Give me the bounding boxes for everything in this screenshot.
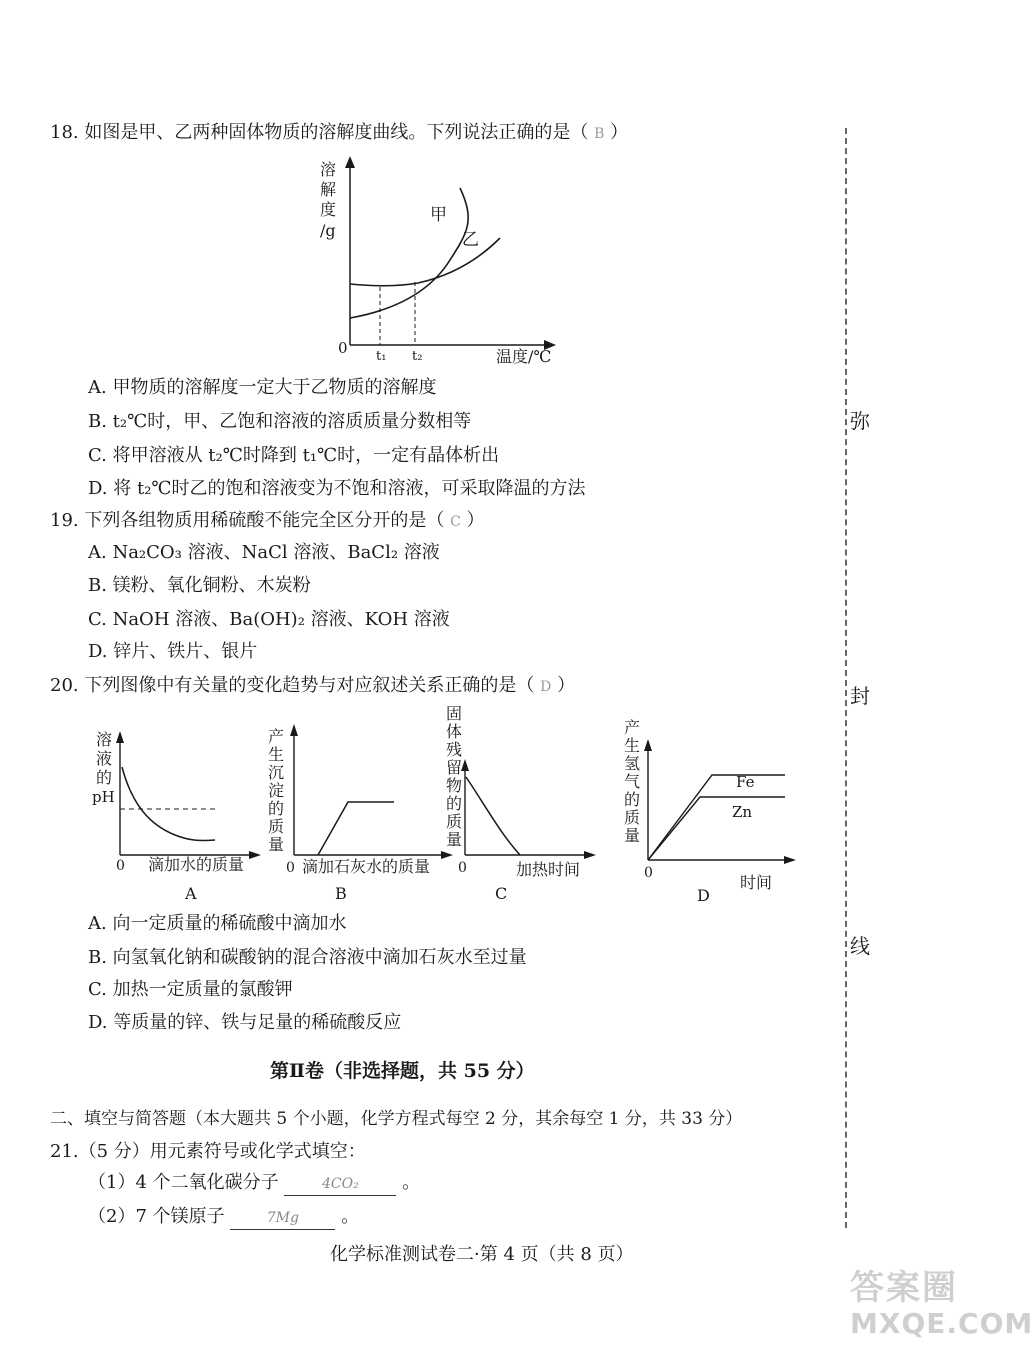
graph-c-origin: 0 — [458, 860, 467, 876]
graph-a-ylabel-1: 溶 — [96, 730, 113, 749]
graph-c-ylabel-5: 物 — [446, 776, 463, 795]
watermark-top: 答案圈 — [850, 1268, 958, 1308]
graph-b-caption: B — [335, 884, 347, 903]
q20-graph-b — [262, 720, 457, 885]
q18-tick-t1: t₁ — [376, 349, 387, 364]
graph-a-xlabel: 滴加水的质量 — [148, 855, 245, 874]
graph-c-ylabel-6: 的 — [446, 794, 463, 813]
graph-d-label-zn: Zn — [732, 803, 753, 821]
q18-option-d: D. 将 t₂℃时乙的饱和溶液变为不饱和溶液，可采取降温的方法 — [88, 478, 586, 499]
graph-d-line-zn — [648, 797, 785, 860]
q18-label-yi: 乙 — [462, 230, 479, 250]
section2-title: 第Ⅱ卷（非选择题，共 55 分） — [270, 1060, 535, 1082]
q19-option-c: C. NaOH 溶液、Ba(OH)₂ 溶液、KOH 溶液 — [88, 609, 450, 630]
graph-c-ylabel-3: 残 — [446, 740, 463, 759]
watermark-logo — [850, 1268, 1033, 1340]
q20-graph-d — [620, 715, 800, 895]
q20-stem: 20. 下列图像中有关量的变化趋势与对应叙述关系正确的是（ — [50, 675, 535, 696]
graph-b-ylabel-3: 沉 — [268, 763, 285, 782]
q21-item-2 — [88, 1206, 359, 1230]
graph-c-xlabel: 加热时间 — [516, 860, 581, 879]
graph-a-ylabel-4: pH — [92, 788, 115, 806]
q21-stem: 21.（5 分）用元素符号或化学式填空： — [50, 1141, 366, 1162]
q20-graph-c — [440, 705, 600, 885]
q18-tick-t2: t₂ — [412, 349, 423, 364]
graph-a-ylabel-3: 的 — [96, 768, 113, 787]
q20-stem-line — [50, 675, 575, 698]
graph-c-y-arrow — [461, 759, 469, 771]
graph-a-ylabel-2: 液 — [96, 749, 113, 768]
graph-d-ylabel-4: 气 — [624, 772, 641, 791]
q21-item-1 — [88, 1172, 420, 1196]
q18-xlabel: 温度/℃ — [496, 347, 552, 366]
q18-curve-jia — [350, 188, 468, 318]
graph-d-ylabel-2: 生 — [624, 736, 641, 755]
q18-ylabel-4: /g — [320, 221, 336, 240]
q19-option-a: A. Na₂CO₃ 溶液、NaCl 溶液、BaCl₂ 溶液 — [88, 542, 440, 563]
side-mark-xian: 线 — [850, 934, 870, 958]
q21-item-2-answer[interactable]: 7Mg — [230, 1207, 335, 1230]
graph-a-origin: 0 — [116, 858, 125, 874]
side-mark-mi: 弥 — [850, 409, 870, 433]
q20-option-b: B. 向氢氧化钠和碳酸钠的混合溶液中滴加石灰水至过量 — [88, 947, 527, 968]
q20-graph-a — [90, 725, 265, 885]
q18-stem-line — [50, 122, 628, 145]
graph-c-ylabel-2: 体 — [446, 722, 463, 741]
watermark-bottom: MXQE.COM — [850, 1307, 1033, 1340]
q20-option-c: C. 加热一定质量的氯酸钾 — [88, 979, 293, 1000]
q18-stem: 18. 如图是甲、乙两种固体物质的溶解度曲线。下列说法正确的是（ — [50, 122, 589, 143]
q19-stem-line — [50, 510, 485, 533]
q20-option-d: D. 等质量的锌、铁与足量的稀硫酸反应 — [88, 1012, 402, 1033]
graph-c-caption: C — [495, 884, 508, 903]
q18-y-arrow — [345, 156, 355, 168]
graph-b-line — [318, 802, 394, 855]
graph-b-ylabel-7: 量 — [268, 835, 285, 854]
graph-c-curve — [466, 777, 520, 855]
graph-c-ylabel-7: 质 — [446, 812, 463, 831]
graph-d-ylabel-6: 质 — [624, 808, 641, 827]
q19-stem: 19. 下列各组物质用稀硫酸不能完全区分开的是（ — [50, 510, 445, 531]
q21-item-1-answer[interactable]: 4CO₂ — [284, 1173, 396, 1196]
graph-b-ylabel-4: 淀 — [268, 781, 285, 800]
q19-option-b: B. 镁粉、氧化铜粉、木炭粉 — [88, 575, 311, 596]
q18-option-c: C. 将甲溶液从 t₂℃时降到 t₁℃时，一定有晶体析出 — [88, 445, 500, 466]
graph-d-label-fe: Fe — [736, 773, 755, 791]
graph-d-ylabel-3: 氢 — [624, 754, 641, 773]
graph-a-y-arrow — [116, 731, 124, 743]
graph-a-curve — [122, 767, 215, 840]
page-footer: 化学标准测试卷二·第 4 页（共 8 页） — [330, 1244, 634, 1265]
graph-c-x-arrow — [584, 851, 596, 859]
q20-answer: D — [540, 679, 552, 695]
q21-item-2-end: 。 — [341, 1206, 360, 1227]
graph-c-ylabel-4: 留 — [446, 758, 463, 777]
q18-solubility-chart — [300, 150, 570, 380]
graph-b-xlabel: 滴加石灰水的质量 — [302, 857, 431, 876]
graph-b-ylabel-5: 的 — [268, 799, 285, 818]
graph-c-ylabel-8: 量 — [446, 830, 463, 849]
q18-origin: 0 — [338, 339, 348, 357]
graph-d-x-arrow — [784, 856, 796, 864]
q18-option-a: A. 甲物质的溶解度一定大于乙物质的溶解度 — [88, 377, 437, 398]
graph-a-x-arrow — [249, 851, 261, 859]
graph-a-caption: A — [185, 884, 197, 903]
graph-b-origin: 0 — [286, 860, 295, 876]
q18-ylabel-3: 度 — [320, 200, 337, 219]
graph-d-line-fe — [648, 775, 785, 860]
graph-d-ylabel-5: 的 — [624, 790, 641, 809]
side-mark-feng: 封 — [850, 684, 870, 708]
q18-close: ） — [610, 122, 629, 143]
graph-d-caption: D — [697, 886, 710, 905]
q18-option-b: B. t₂℃时，甲、乙饱和溶液的溶质质量分数相等 — [88, 411, 472, 432]
q20-option-a: A. 向一定质量的稀硫酸中滴加水 — [88, 913, 347, 934]
q20-close: ） — [557, 675, 576, 696]
graph-c-ylabel-1: 固 — [446, 704, 463, 723]
q19-close: ） — [466, 510, 485, 531]
q21-item-2-label: （2）7 个镁原子 — [88, 1206, 225, 1227]
graph-d-xlabel: 时间 — [740, 873, 773, 892]
q19-answer: C — [450, 514, 461, 530]
binding-line — [845, 128, 847, 1228]
graph-d-ylabel-1: 产 — [624, 718, 641, 737]
q18-label-jia: 甲 — [430, 205, 447, 225]
q21-item-1-end: 。 — [402, 1172, 421, 1193]
q19-option-d: D. 锌片、铁片、银片 — [88, 641, 258, 662]
section2-part: 二、填空与简答题（本大题共 5 个小题，化学方程式每空 2 分，其余每空 1 分，共 33 分） — [50, 1109, 743, 1129]
q18-ylabel-1: 溶 — [320, 160, 337, 179]
graph-b-ylabel-6: 质 — [268, 817, 285, 836]
q21-item-1-label: （1）4 个二氧化碳分子 — [88, 1172, 279, 1193]
q18-ylabel-2: 解 — [320, 180, 337, 199]
graph-d-origin: 0 — [644, 865, 653, 881]
q18-answer: B — [594, 126, 605, 142]
graph-d-ylabel-7: 量 — [624, 826, 641, 845]
graph-b-y-arrow — [290, 724, 298, 736]
graph-b-ylabel-1: 产 — [268, 727, 285, 746]
graph-d-y-arrow — [644, 739, 652, 751]
graph-b-ylabel-2: 生 — [268, 745, 285, 764]
